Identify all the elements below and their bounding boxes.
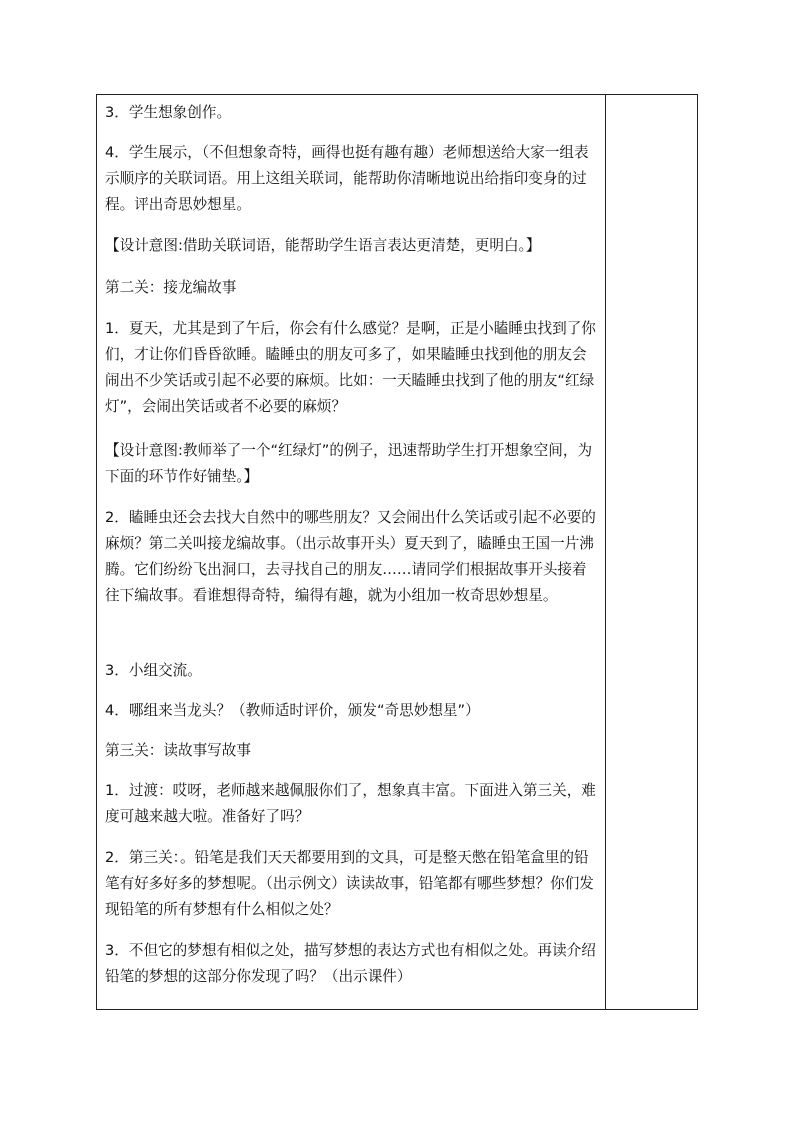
- lesson-table: [96, 94, 698, 1010]
- paragraph-step-3-create: 3．学生想象创作。: [105, 104, 232, 121]
- paragraph-step-4-show: 4．学生展示，（不但想象奇特，画得也挺有趣有趣）老师想送给大家一组表示顺序的关联词语。用上这组关联词，能帮助你清晰地说出给指印变身的过程。评出奇思妙想星。: [105, 144, 589, 213]
- paragraph-level3-step-1: 1．过渡：哎呀，老师越来越佩服你们了，想象真丰富。下面进入第三关，难度可越来越大啦。准备好了吗？: [105, 782, 596, 825]
- lesson-content-cell: [105, 95, 599, 1009]
- paragraph-level3-step-3: 3．不但它的梦想有相似之处，描写梦想的表达方式也有相似之处。再读介绍铅笔的梦想的这部分你发现了吗？（出示课件）: [105, 942, 596, 985]
- paragraph-level2-step-4: 4．哪组来当龙头？（教师适时评价，颁发“奇思妙想星”）: [105, 702, 480, 719]
- heading-level-2: 第二关：接龙编故事: [105, 279, 237, 296]
- paragraph-design-intent-1: 【设计意图:借助关联词语，能帮助学生语言表达更清楚，更明白。】: [105, 237, 541, 254]
- paragraph-level2-step-2: 2．瞌睡虫还会去找大自然中的哪些朋友？又会闹出什么笑话或引起不必要的麻烦？第二关叫接龙编故事。（出示故事开头）夏天到了，瞌睡虫王国一片沸腾。它们纷纷飞出洞口，去寻找自己的朋友……请同学们根据故事开头接着往下编故事。看谁想得奇特，编得有趣，就为小组加一枚奇思妙想星。: [105, 509, 596, 604]
- paragraph-design-intent-2: 【设计意图:教师举了一个“红绿灯”的例子，迅速帮助学生打开想象空间，为下面的环节作好铺垫。】: [105, 442, 593, 485]
- paragraph-level2-step-3: 3．小组交流。: [105, 662, 202, 679]
- paragraph-level2-step-1: 1．夏天，尤其是到了午后，你会有什么感觉？是啊，正是小瞌睡虫找到了你们，才让你们昏昏欲睡。瞌睡虫的朋友可多了，如果瞌睡虫找到他的朋友会闹出不少笑话或引起不必要的麻烦。比如：一天瞌睡虫找到了他的朋友“红绿灯”，会闹出笑话或者不必要的麻烦？: [105, 320, 596, 415]
- notes-cell: [606, 95, 698, 1009]
- heading-level-3: 第三关：读故事写故事: [105, 742, 251, 759]
- paragraph-level3-step-2: 2．第三关：。铅笔是我们天天都要用到的文具，可是整天憋在铅笔盒里的铅笔有好多好多的梦想呢。（出示例文）读读故事，铅笔都有哪些梦想？你们发现铅笔的所有梦想有什么相似之处？: [105, 849, 594, 918]
